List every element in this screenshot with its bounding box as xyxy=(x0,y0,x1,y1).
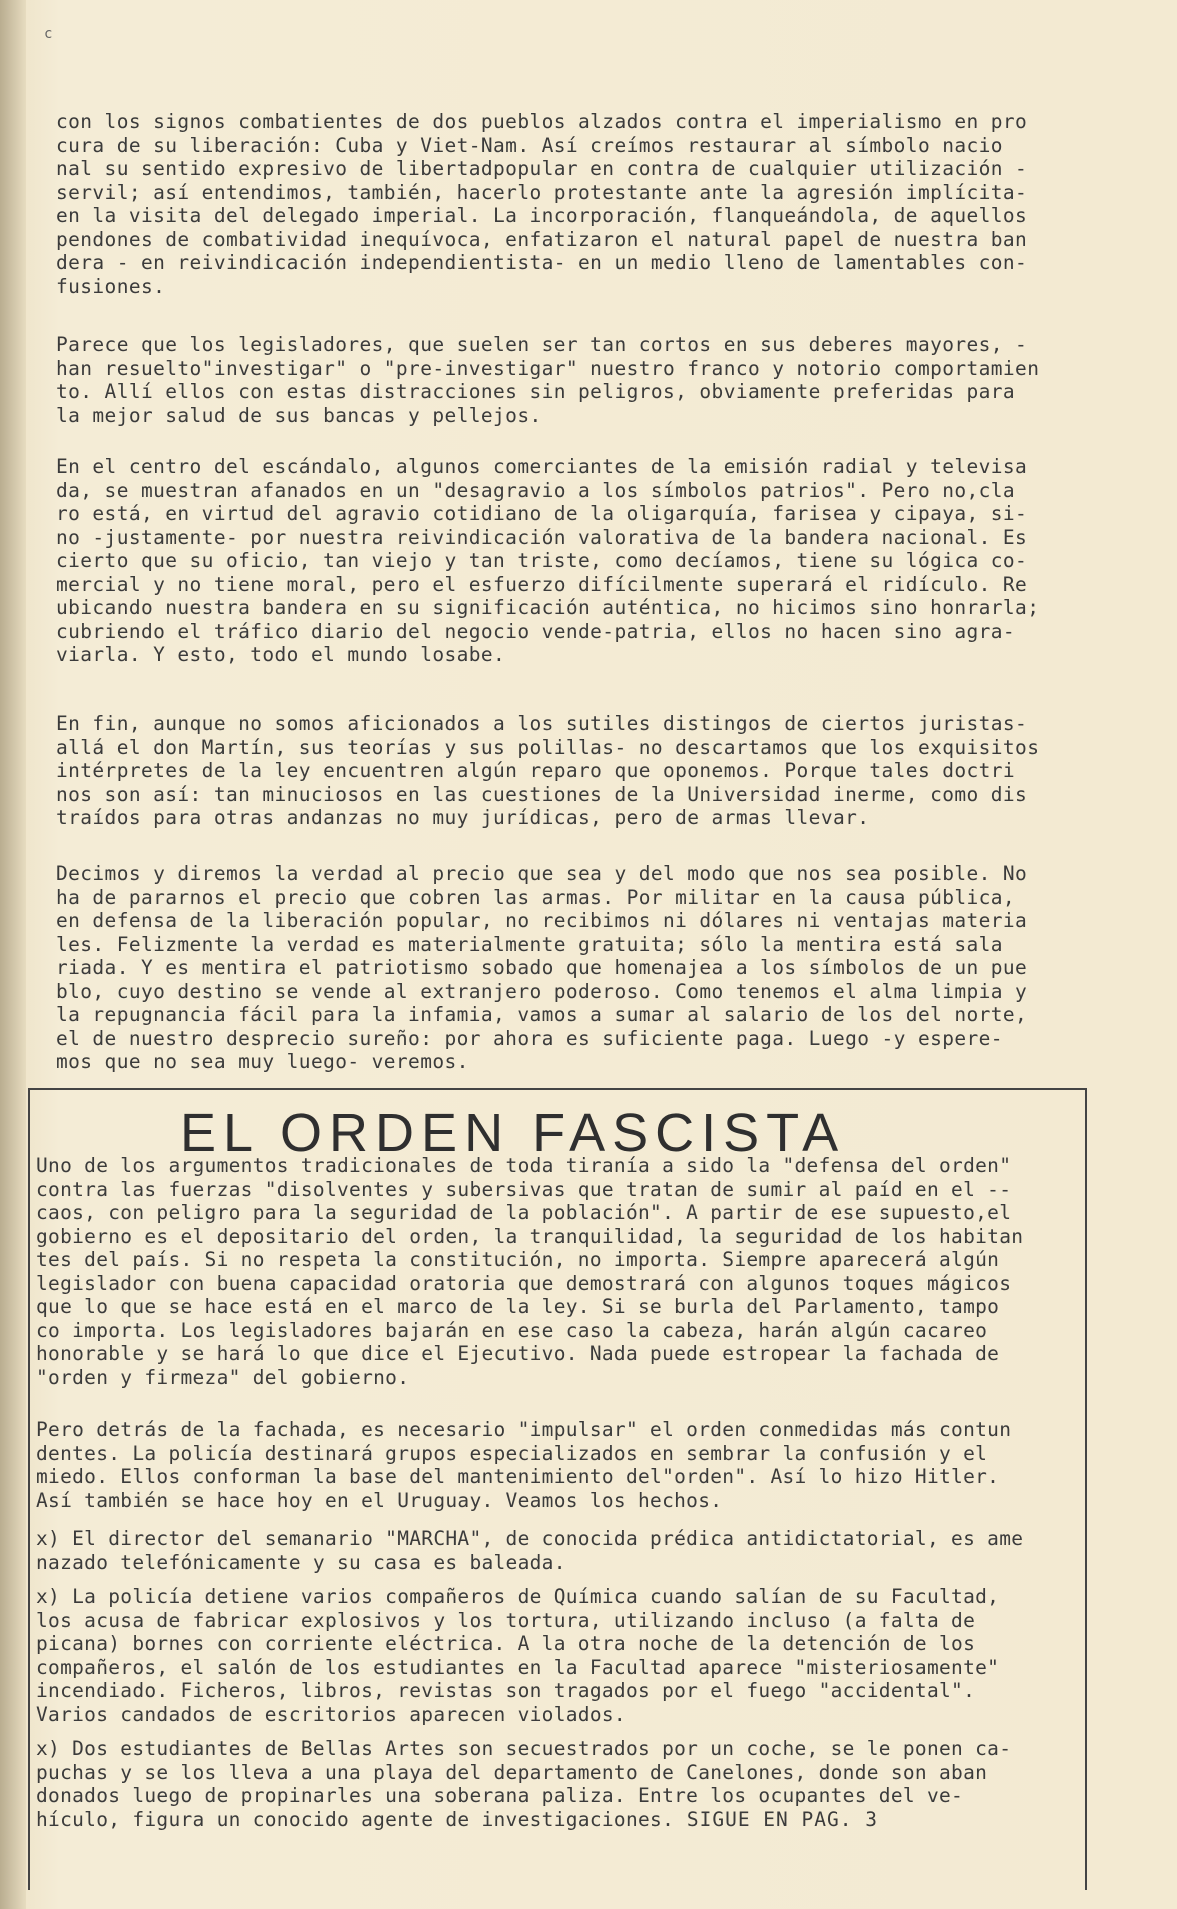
text-line: blo, cuyo destino se vende al extranjero poderoso. Como tenemos el alma limpia y xyxy=(56,979,1028,1003)
text-line: no -justamente- por nuestra reivindicación valorativa de la bandera nacional. Es xyxy=(56,525,1028,549)
text-line: incendiado. Ficheros, libros, revistas son tragados por el fuego "accidental". xyxy=(36,1679,976,1702)
text-line: x) El director del semanario "MARCHA", de conocida prédica antidictatorial, es ame xyxy=(36,1527,1024,1550)
text-line: ro está, en virtud del agravio cotidiano de la oligarquía, farisea y cipaya, si- xyxy=(56,502,1028,525)
text-line: intérpretes de la ley encuentren algún reparo que oponemos. Porque tales doctri xyxy=(56,759,1016,782)
text-line: riada. Y es mentira el patriotismo sobado que homenajea a los símbolos de un pue xyxy=(56,956,1028,979)
text-line: co importa. Los legisladores bajarán en ese caso la cabeza, harán algún cacareo xyxy=(36,1318,988,1342)
text-line: cierto que su oficio, tan viejo y tan triste, como decíamos, tiene su lógica co- xyxy=(56,549,1028,572)
text-line: la repugnancia fácil para la infamia, vamos a sumar al salario de los del norte, xyxy=(56,1003,1028,1026)
text-line: compañeros, el salón de los estudiantes en la Facultad aparece "misteriosamente" xyxy=(36,1655,1000,1679)
text-line: Parece que los legisladores, que suelen ser tan cortos en sus deberes mayores, - xyxy=(56,333,1028,356)
text-line: tes del país. Si no respeta la constitución, no importa. Siempre aparecerá algún xyxy=(36,1248,1000,1271)
text-line: En fin, aunque no somos aficionados a los sutiles distingos de ciertos juristas- xyxy=(56,712,1028,735)
text-line: En el centro del escándalo, algunos comerciantes de la emisión radial y televisa xyxy=(56,455,1028,478)
text-line: ubicando nuestra bandera en su significación auténtica, no hicimos sino honrarla; xyxy=(56,596,1040,619)
text-line: Pero detrás de la fachada, es necesario "impulsar" el orden conmedidas más contun xyxy=(36,1418,1012,1441)
text-line: pendones de combatividad inequívoca, enfatizaron el natural papel de nuestra ban xyxy=(56,227,1028,251)
text-line: el de nuestro desprecio sureño: por ahora es suficiente paga. Luego -y espere- xyxy=(56,1026,1003,1050)
text-line: con los signos combatientes de dos pueblos alzados contra el imperialismo en pro xyxy=(56,110,1028,133)
text-line: dera - en reivindicación independientista- en un medio lleno de lamentables con- xyxy=(56,251,1028,274)
text-line: ha de pararnos el precio que cobren las armas. Por militar en la causa pública, xyxy=(56,885,1016,909)
text-line: viarla. Y esto, todo el mundo losabe. xyxy=(56,643,506,666)
page-spine-shadow xyxy=(0,0,26,1909)
text-line: hículo, figura un conocido agente de investigaciones. SIGUE EN PAG. 3 xyxy=(36,1807,878,1831)
text-line: mos que no sea muy luego- veremos. xyxy=(56,1050,469,1073)
text-line: puchas y se los lleva a una playa del departamento de Canelones, donde son aban xyxy=(36,1760,988,1784)
text-line: to. Allí ellos con estas distracciones sin peligros, obviamente preferidas para xyxy=(56,380,1016,403)
box-paragraph-1 xyxy=(36,1154,1066,1389)
text-line: servil; así entendimos, también, hacerlo protestante ante la agresión implícita- xyxy=(56,180,1028,204)
text-line: los acusa de fabricar explosivos y los tortura, utilizando incluso (a falta de xyxy=(36,1608,976,1632)
text-line: cubriendo el tráfico diario del negocio vende-patria, ellos no hacen sino agra- xyxy=(56,619,1016,643)
text-line: legislador con buena capacidad oratoria que demostrará con algunos toques mágicos xyxy=(36,1271,1012,1295)
text-line: la mejor salud de sus bancas y pellejos. xyxy=(56,403,542,427)
text-line: nal su sentido expresivo de libertadpopular en contra de cualquier utilización - xyxy=(56,157,1028,180)
text-line: Decimos y diremos la verdad al precio que sea y del modo que nos sea posible. No xyxy=(56,862,1028,885)
article-paragraph-4 xyxy=(56,712,1080,830)
text-line: les. Felizmente la verdad es materialmente gratuita; sólo la mentira está sala xyxy=(56,932,1003,956)
text-line: "orden y firmeza" del gobierno. xyxy=(36,1365,410,1389)
article-paragraph-5 xyxy=(56,862,1080,1074)
text-line: que lo que se hace está en el marco de la ley. Si se burla del Parlamento, tampo xyxy=(36,1295,1000,1318)
text-line: nos son así: tan minuciosos en las cuestiones de la Universidad inerme, como dis xyxy=(56,782,1028,806)
text-line: x) La policía detiene varios compañeros de Química cuando salían de su Facultad, xyxy=(36,1585,1000,1608)
text-line: caos, con peligro para la seguridad de la población". A partir de ese supuesto,el xyxy=(36,1201,1012,1224)
box-item-1 xyxy=(36,1527,1066,1574)
text-line: Así también se hace hoy en el Uruguay. Veamos los hechos. xyxy=(36,1488,723,1512)
text-line: traídos para otras andanzas no muy jurídicas, pero de armas llevar. xyxy=(56,806,870,829)
article-paragraph-1 xyxy=(56,110,1080,298)
box-item-2 xyxy=(36,1585,1066,1726)
text-line: honorable y se hará lo que dice el Ejecutivo. Nada puede estropear la fachada de xyxy=(36,1342,1000,1365)
text-line: contra las fuerzas "disolventes y subersivas que tratan de sumir al paíd en el -- xyxy=(36,1177,1012,1201)
text-line: cura de su liberación: Cuba y Viet-Nam. Así creímos restaurar al símbolo nacio xyxy=(56,133,1003,157)
text-line: dentes. La policía destinará grupos especializados en sembrar la confusión y el xyxy=(36,1441,988,1465)
text-line: en defensa de la liberación popular, no recibimos ni dólares ni ventajas materia xyxy=(56,909,1028,932)
box-item-3 xyxy=(36,1737,1066,1831)
article-paragraph-2 xyxy=(56,333,1080,427)
box-paragraph-2 xyxy=(36,1418,1066,1512)
text-line: fusiones. xyxy=(56,274,166,298)
text-line: Uno de los argumentos tradicionales de toda tiranía a sido la "defensa del orden" xyxy=(36,1154,1012,1177)
text-line: donados luego de propinarles una soberana paliza. Entre los ocupantes del ve- xyxy=(36,1784,964,1807)
text-line: gobierno es el depositario del orden, la tranquilidad, la seguridad de los habitan xyxy=(36,1224,1024,1248)
text-line: Varios candados de escritorios aparecen violados. xyxy=(36,1702,626,1726)
text-line: mercial y no tiene moral, pero el esfuerzo difícilmente superará el ridículo. Re xyxy=(56,572,1028,596)
article-paragraph-3 xyxy=(56,455,1080,667)
continued-reference: SIGUE EN PAG. 3 xyxy=(674,1807,878,1831)
box-title: EL ORDEN FASCISTA xyxy=(180,1103,846,1163)
text-line: allá el don Martín, sus teorías y sus polillas- no descartamos que los exquisitos xyxy=(56,735,1040,759)
text-line: han resuelto"investigar" o "pre-investigar" nuestro franco y notorio comportamien xyxy=(56,356,1040,380)
page-corner-mark: c xyxy=(44,26,53,42)
text-line: miedo. Ellos conforman la base del mantenimiento del"orden". Así lo hizo Hitler. xyxy=(36,1465,1000,1488)
text-line: x) Dos estudiantes de Bellas Artes son secuestrados por un coche, se le ponen ca- xyxy=(36,1737,1012,1760)
text-line: picana) bornes con corriente eléctrica. A la otra noche de la detención de los xyxy=(36,1632,976,1655)
text-line: en la visita del delegado imperial. La incorporación, flanqueándola, de aquellos xyxy=(56,204,1028,227)
text-line: da, se muestran afanados en un "desagravio a los símbolos patrios". Pero no,cla xyxy=(56,478,1016,502)
text-line: nazado telefónicamente y su casa es baleada. xyxy=(36,1550,566,1574)
